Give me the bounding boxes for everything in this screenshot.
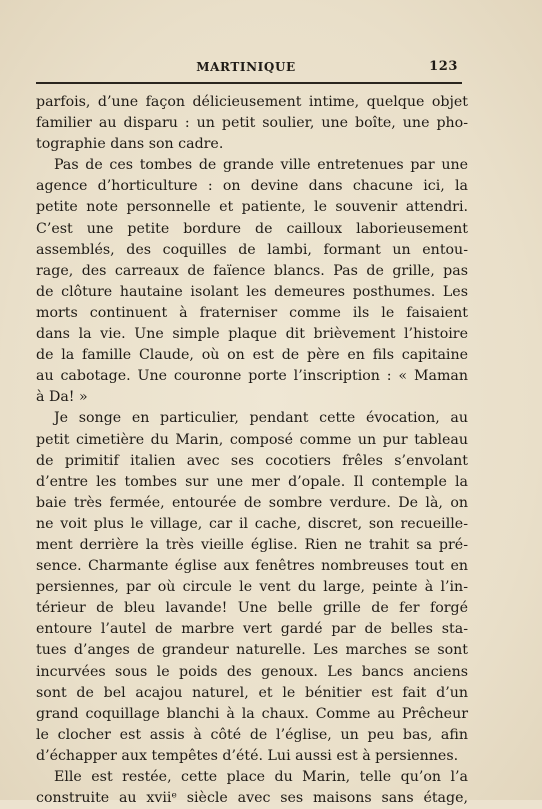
text-line: incurvées sous le poids des genoux. Les bancs anciens bbox=[36, 663, 468, 680]
text-line: de primitif italien avec ses cocotiers frêles s’envolant bbox=[36, 452, 468, 469]
text-line: construite au xviiᵉ siècle avec ses maisons sans étage, bbox=[36, 790, 468, 807]
text-line: d’échapper aux tempêtes d’été. Lui aussi est à persiennes. bbox=[36, 747, 459, 764]
body-text bbox=[36, 92, 468, 809]
text-line: dans la vie. Une simple plaque dit brièvement l’histoire bbox=[36, 326, 468, 343]
text-line: de la famille Claude, où on est de père en fils capitaine bbox=[36, 347, 468, 364]
text-line: petite note personnelle et patiente, le souvenir attendri. bbox=[36, 199, 468, 216]
text-line: Elle est restée, cette place du Marin, telle qu’on l’a bbox=[54, 769, 468, 785]
text-line: tographie dans son cadre. bbox=[36, 136, 224, 153]
text-line: sence. Charmante église aux fenêtres nombreuses tout en bbox=[36, 558, 468, 575]
text-line: Je songe en particulier, pendant cette évocation, au bbox=[54, 410, 468, 427]
text-line: petit cimetière du Marin, composé comme un pur tableau bbox=[36, 431, 468, 448]
text-line: C’est une petite bordure de cailloux laborieusement bbox=[36, 220, 468, 237]
text-line: baie très fermée, entourée de sombre verdure. De là, on bbox=[36, 494, 468, 511]
page-number: 123 bbox=[429, 59, 458, 74]
text-line: tues d’anges de grandeur naturelle. Les marches se sont bbox=[36, 642, 468, 659]
text-line: de clôture hautaine isolant les demeures posthumes. Les bbox=[36, 283, 468, 300]
running-title: MARTINIQUE bbox=[196, 60, 296, 74]
text-line: ment derrière la très vieille église. Rien ne trahit sa pré- bbox=[36, 536, 468, 553]
text-line: ne voit plus le village, car il cache, discret, son recueille- bbox=[36, 515, 468, 532]
running-header bbox=[34, 60, 458, 80]
text-line: le clocher est assis à côté de l’église, un peu bas, afin bbox=[36, 726, 468, 743]
text-line: à Da! » bbox=[36, 389, 88, 406]
text-line: sont de bel acajou naturel, et le bénitier est fait d’un bbox=[36, 684, 468, 701]
text-line: familier au disparu : un petit soulier, une boîte, une pho- bbox=[36, 115, 468, 132]
text-line: rage, des carreaux de faïence blancs. Pas de grille, pas bbox=[36, 262, 468, 279]
text-line: agence d’horticulture : on devine dans chacune ici, la bbox=[36, 178, 468, 195]
text-line: entoure l’autel de marbre vert gardé par de belles sta- bbox=[36, 621, 468, 638]
text-line: parfois, d’une façon délicieusement intime, quelque objet bbox=[36, 94, 468, 110]
text-line: Pas de ces tombes de grande ville entretenues par une bbox=[54, 157, 468, 174]
text-line: d’entre les tombes sur une mer d’opale. Il contemple la bbox=[36, 473, 468, 490]
text-line: térieur de bleu lavande! Une belle grille de fer forgé bbox=[36, 600, 468, 617]
text-line: au cabotage. Une couronne porte l’inscription : « Maman bbox=[36, 368, 468, 385]
text-line: grand coquillage blanchi à la chaux. Comme au Prêcheur bbox=[36, 705, 468, 722]
text-line: persiennes, par où circule le vent du large, peinte à l’in- bbox=[36, 579, 468, 596]
text-line: assemblés, des coquilles de lambi, formant un entou- bbox=[36, 241, 468, 258]
text-line: morts continuent à fraterniser comme ils le faisaient bbox=[36, 304, 468, 321]
header-rule bbox=[36, 82, 462, 84]
